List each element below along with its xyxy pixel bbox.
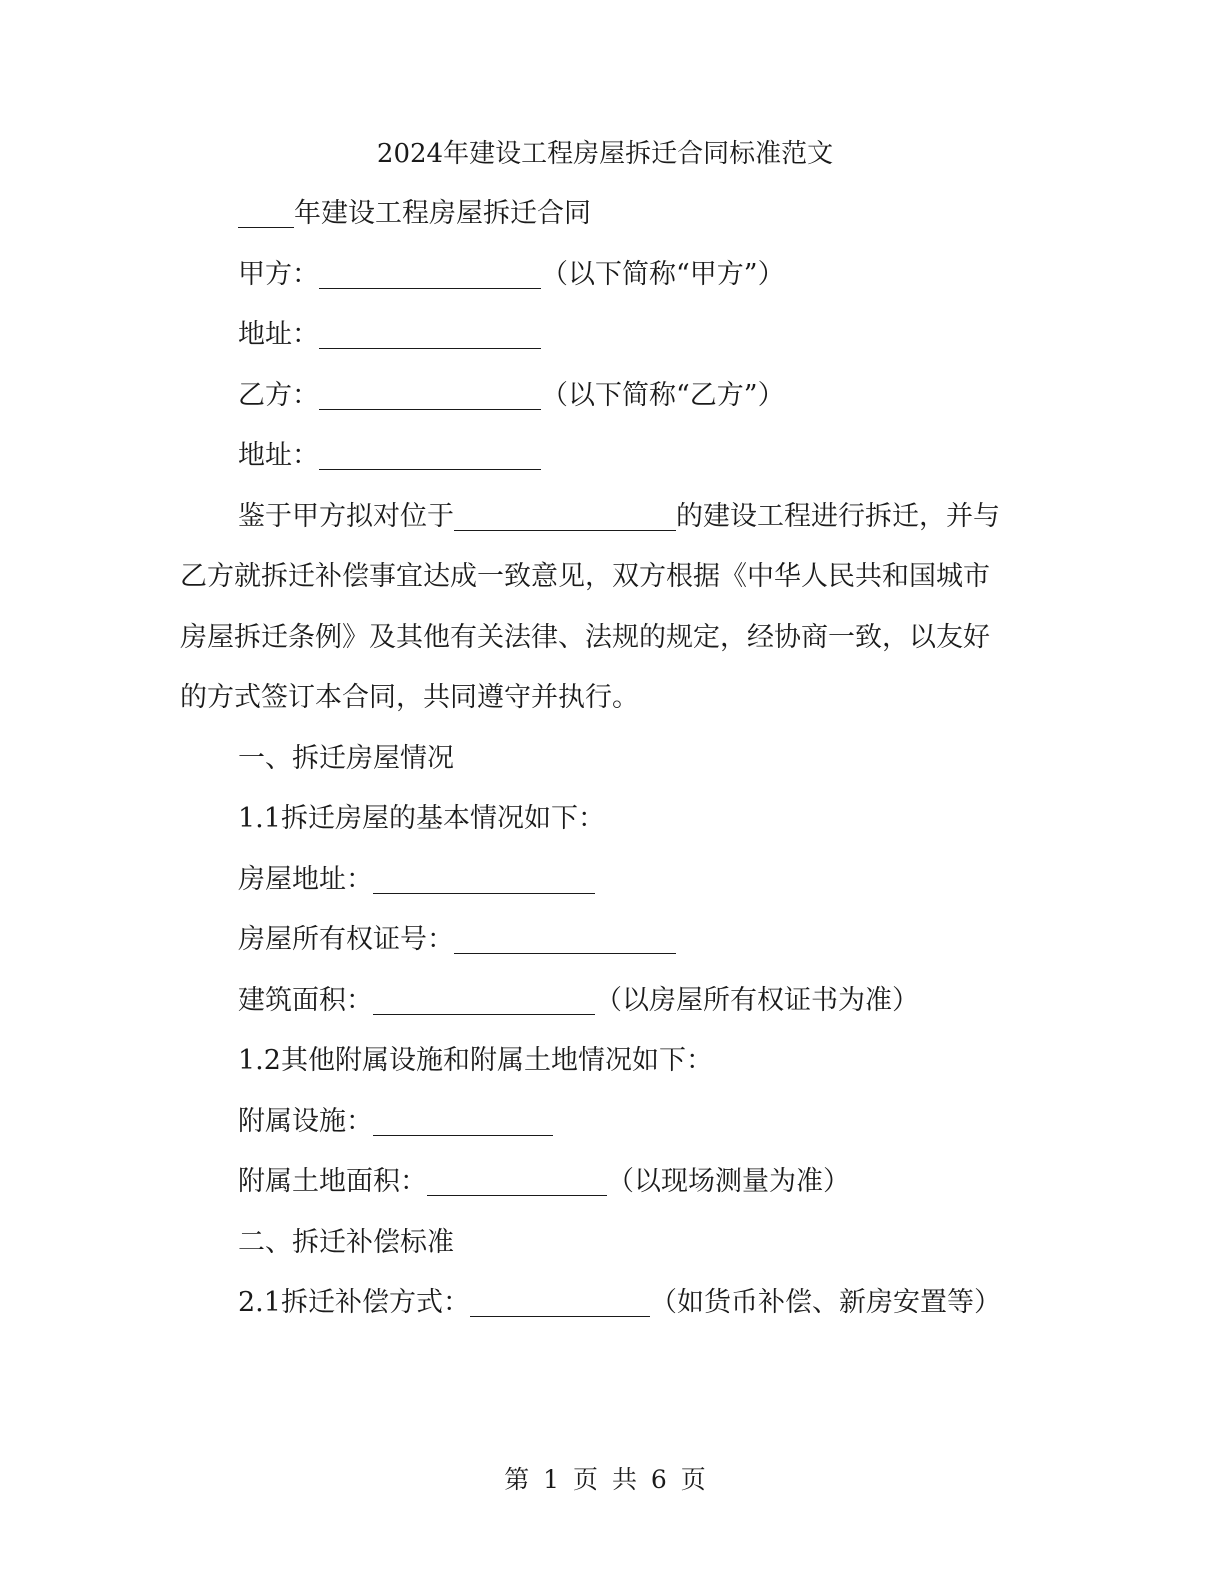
item-1-1: 1.1拆迁房屋的基本情况如下：: [238, 803, 605, 834]
facilities-line: [238, 1102, 553, 1142]
facilities-blank: [373, 1105, 553, 1136]
preamble-line-1-start: 鉴于甲方拟对位于: [238, 501, 454, 532]
party-b-address-label: 地址：: [238, 440, 319, 471]
party-a-label: 甲方：: [238, 259, 319, 290]
page-number: 第 1 页 共 6 页: [504, 1465, 706, 1494]
party-b-blank: [319, 379, 541, 410]
party-a-note: （以下简称“甲方”）: [541, 259, 785, 290]
party-b-line: [238, 376, 785, 416]
building-area-line: [238, 981, 919, 1021]
building-area-label: 建筑面积：: [238, 985, 373, 1016]
house-address-label: 房屋地址：: [238, 864, 373, 895]
preamble-line-4: 的方式签订本合同，共同遵守并执行。: [180, 682, 639, 713]
party-a-address-line: [238, 315, 541, 355]
ownership-cert-blank: [454, 923, 676, 954]
item-1-2: 1.2其他附属设施和附属土地情况如下：: [238, 1045, 713, 1076]
building-area-blank: [373, 984, 595, 1015]
contract-heading: [238, 194, 591, 234]
party-b-note: （以下简称“乙方”）: [541, 380, 785, 411]
section-1-heading: 一、拆迁房屋情况: [238, 743, 454, 774]
party-a-address-blank: [319, 318, 541, 349]
party-a-blank: [319, 258, 541, 289]
compensation-method-blank: [470, 1286, 650, 1317]
land-area-line: [238, 1162, 850, 1202]
preamble-line-1: [238, 497, 1000, 537]
preamble-line-3: 房屋拆迁条例》及其他有关法律、法规的规定，经协商一致，以友好: [180, 622, 990, 653]
compensation-method-label: 2.1拆迁补偿方式：: [238, 1287, 470, 1318]
compensation-method-note: （如货币补偿、新房安置等）: [649, 1287, 1001, 1318]
facilities-label: 附属设施：: [238, 1106, 373, 1137]
party-b-address-blank: [319, 439, 541, 470]
party-b-label: 乙方：: [238, 380, 319, 411]
house-address-blank: [373, 863, 595, 894]
land-area-note: （以现场测量为准）: [607, 1166, 850, 1197]
party-a-address-label: 地址：: [238, 319, 319, 350]
land-area-label: 附属土地面积：: [238, 1166, 427, 1197]
contract-heading-text: 年建设工程房屋拆迁合同: [294, 198, 591, 229]
year-blank: [238, 197, 294, 228]
document-title: 2024年建设工程房屋拆迁合同标准范文: [376, 139, 834, 169]
item-2-1: [238, 1283, 1001, 1323]
ownership-cert-label: 房屋所有权证号：: [238, 924, 454, 955]
project-location-blank: [454, 500, 676, 531]
party-b-address-line: [238, 436, 541, 476]
party-a-line: [238, 255, 785, 295]
section-2-heading: 二、拆迁补偿标准: [238, 1227, 454, 1258]
land-area-blank: [427, 1165, 607, 1196]
preamble-line-1-end: 的建设工程进行拆迁，并与: [676, 501, 1000, 532]
ownership-cert-line: [238, 920, 676, 960]
house-address-line: [238, 860, 595, 900]
preamble-line-2: 乙方就拆迁补偿事宜达成一致意见，双方根据《中华人民共和国城市: [180, 561, 990, 592]
building-area-note: （以房屋所有权证书为准）: [595, 985, 919, 1016]
